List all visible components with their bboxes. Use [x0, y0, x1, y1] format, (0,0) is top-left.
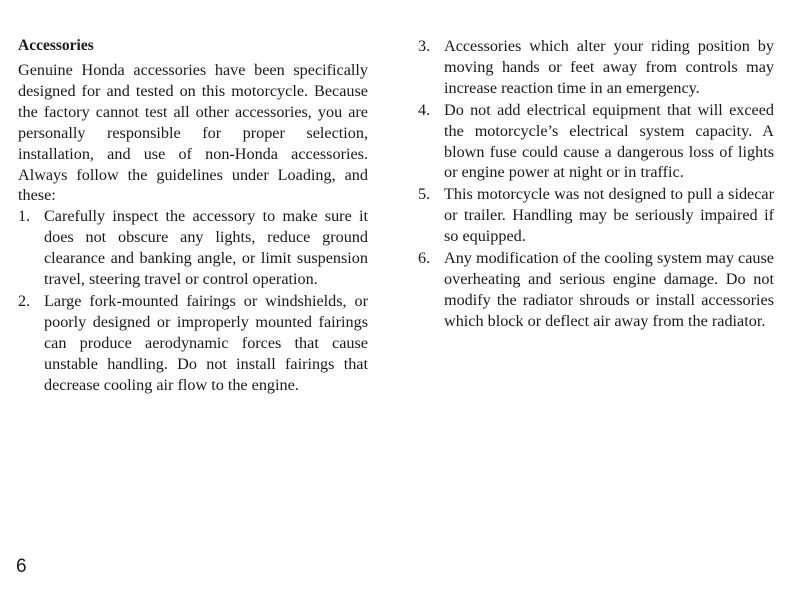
list-item-2: [18, 291, 368, 396]
list-item-3: [418, 36, 774, 99]
list-item-text: Carefully inspect the accessory to make sure it does not obscure any lights, reduce ground clearance and banking angle, or limit suspension travel, steering travel or control operation.: [44, 207, 368, 289]
list-item-text: Any modification of the cooling system may cause overheating and serious engine damage. Do not modify the radiator shrouds or install accessories which block or deflect air away from the radiator.: [444, 249, 774, 330]
list-item-number: 2.: [18, 291, 31, 310]
list-item-number: 5.: [418, 185, 431, 204]
list-item-6: [418, 248, 774, 332]
accessory-guidelines-list-part-2: [418, 36, 774, 332]
list-item-number: 1.: [18, 207, 31, 226]
list-item-1: [18, 206, 368, 290]
list-item-text: This motorcycle was not designed to pull a sidecar or trailer. Handling may be seriously impaired if so equipped.: [444, 185, 774, 246]
list-item-number: 4.: [418, 100, 431, 119]
page-number: 6: [16, 556, 27, 577]
list-item-5: [418, 184, 774, 247]
accessory-guidelines-list-part-1: [18, 206, 368, 395]
list-item-text: Do not add electrical equipment that will exceed the motorcycle’s electrical system capacity. A blown fuse could cause a dangerous loss of lights or engine power at night or in traffic.: [444, 100, 774, 182]
list-item-4: [418, 100, 774, 184]
right-column: [418, 36, 774, 333]
section-heading: Accessories: [18, 37, 94, 54]
list-item-number: 3.: [418, 37, 431, 55]
intro-paragraph: Genuine Honda accessories have been specifically designed for and tested on this motorcycle. Because the factory cannot test all other accessories, you are personally responsible for proper selection, installation, and use of non-Honda accessories. Always follow the guidelines under Loading, and these:: [18, 61, 368, 205]
left-column: [18, 36, 368, 397]
list-item-text: Accessories which alter your riding position by moving hands or feet away from controls may increase reaction time in an emergency.: [444, 37, 774, 97]
list-item-text: Large fork-mounted fairings or windshields, or poorly designed or improperly mounted fairings can produce aerodynamic forces that cause unstable handling. Do not install fairings that decrease cooling air flow to the engine.: [44, 291, 368, 394]
list-item-number: 6.: [418, 249, 431, 268]
